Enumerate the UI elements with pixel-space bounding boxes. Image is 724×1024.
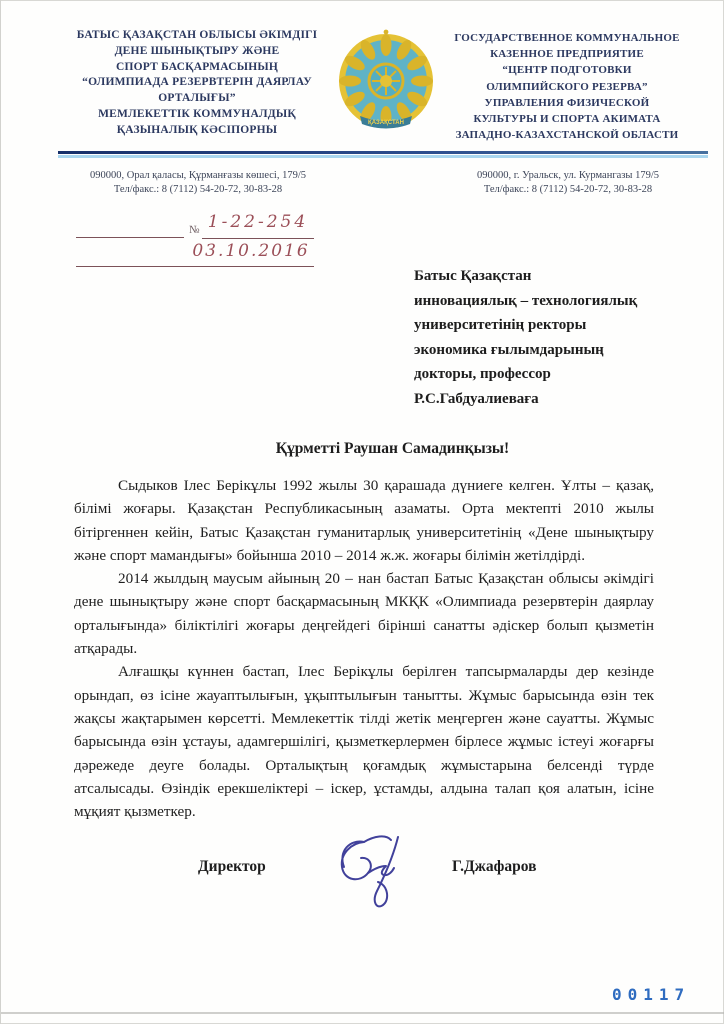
org-name-russian — [424, 30, 710, 143]
org-name-russian-line: ОЛИМПИЙСКОГО РЕЗЕРВА” — [486, 80, 648, 93]
body-paragraph: Сыдыков Ілес Берікұлы 1992 жылы 30 қарашада дүниеге келген. Ұлты – қазақ, білімі жоғары. Қазақстан Республикасының азаматы. Орта мектепті 2010 жылы бітіргеннен кейін, Батыс Қазақстан гуманитарлық университетінің «Дене шынықтыру және спорт мамандығы» бойынша 2010 – 2014 ж.ж. жоғары білімін жетілдірді. — [74, 477, 654, 564]
org-name-russian-line: ЗАПАДНО-КАЗАХСТАНСКОЙ ОБЛАСТИ — [455, 129, 679, 142]
letterhead-divider — [58, 151, 708, 158]
handwritten-signature — [328, 833, 432, 913]
org-name-russian-line: ГОСУДАРСТВЕННОЕ КОММУНАЛЬНОЕ — [454, 32, 680, 44]
recipient-line: докторы, профессор — [414, 366, 551, 382]
address-russian — [430, 169, 706, 197]
scan-edge-left — [0, 0, 1, 1024]
org-name-kazakh-line: СПОРТ БАСҚАРМАСЫНЫҢ — [115, 60, 278, 73]
number-sign: № — [189, 224, 200, 236]
address-russian-line: 090000, г. Уральск, ул. Курмангазы 179/5 — [476, 170, 660, 181]
recipient-line: инновациялық – технологиялық — [414, 292, 638, 309]
org-name-russian-line: “ЦЕНТР ПОДГОТОВКИ — [502, 64, 632, 77]
org-name-kazakh-line: ҚАЗЫНАЛЫҚ КӘСІПОРНЫ — [116, 123, 278, 136]
handwritten-date: 03.10.2016 — [192, 241, 310, 261]
body-paragraph: 2014 жылдың маусым айының 20 – нан бастап Батыс Қазақстан облысы әкімдігі дене шынықтыру және спорт басқармасының МКҚК «Олимпиада резервтерін даярлау орталығында» біліктілігі жоғары деңгейдегі бірінші санатты әдіскер болып қызметін атқарады. — [74, 570, 654, 658]
org-name-kazakh-line: “ОЛИМПИАДА РЕЗЕРВТЕРІН ДАЯРЛАУ — [82, 76, 312, 89]
org-name-kazakh-line: БАТЫС ҚАЗАҚСТАН ОБЛЫСЫ ӘКІМДІГІ — [76, 29, 318, 41]
body-paragraph: Алғашқы күннен бастап, Ілес Берікұлы берілген тапсырмаларды дер кезінде орындап, өз ісіне жауаптылығын, ұқыптылығын танытты. Жұмыс барысында өзін тек жақсы жақтарымен көрсетті. Мемлекеттік тілді жетік меңгерген және сауатты. Жұмыс барысында өзін ұстауы, адамгершілігі, қызметкерлермен бірлесе жұмыс істеуі жоғарғы дәрежеде деуге болады. Орталықтың қоғамдық жұмыстарына белсенді түрде атсалысады. Өзіндік ерекшеліктері – іскер, ұстамды, алдына талап қоя алатын, ісіне мұқият қызметкер. — [74, 663, 654, 821]
recipient-line: Батыс Қазақстан — [414, 268, 532, 284]
emblem-label: ҚАЗАҚСТАН — [368, 120, 404, 126]
address-kazakh-line: Тел/факс.: 8 (7112) 54-20-72, 30-83-28 — [113, 184, 283, 195]
address-kazakh — [62, 169, 334, 197]
salutation: Құрметті Раушан Самадинқызы! — [275, 440, 510, 457]
divider-light-rule — [58, 155, 708, 158]
scan-edge-bottom — [0, 1012, 724, 1014]
recipient-line: Р.С.Габдуалиеваға — [414, 390, 539, 407]
reference-number-underline — [202, 238, 314, 239]
org-name-kazakh-line: МЕМЛЕКЕТТІК КОММУНАЛДЫҚ — [98, 107, 296, 120]
reference-date-underline — [76, 266, 314, 267]
recipient-line: экономика ғылымдарының — [414, 341, 604, 358]
signer-title: Директор — [198, 858, 266, 875]
kazakhstan-emblem-icon — [336, 26, 436, 132]
reference-blank-line — [76, 237, 184, 238]
org-name-kazakh-line: ОРТАЛЫҒЫ” — [158, 92, 236, 105]
recipient-block — [414, 264, 689, 411]
org-name-russian-line: УПРАВЛЕНИЯ ФИЗИЧЕСКОЙ — [484, 96, 650, 109]
signer-name: Г.Джафаров — [452, 858, 537, 875]
divider-dark-rule — [58, 151, 708, 154]
handwritten-outgoing-number: 1-22-254 — [207, 212, 309, 232]
org-name-kazakh — [56, 28, 338, 139]
org-name-russian-line: КУЛЬТУРЫ И СПОРТА АКИМАТА — [473, 113, 661, 126]
address-kazakh-line: 090000, Орал қаласы, Құрманғазы көшесі, 179/5 — [89, 170, 306, 181]
letter-body — [74, 474, 654, 823]
org-name-russian-line: КАЗЕННОЕ ПРЕДПРИЯТИЕ — [490, 48, 644, 61]
address-russian-line: Тел/факс.: 8 (7112) 54-20-72, 30-83-28 — [483, 184, 653, 195]
document-numerator-stamp: 00117 — [612, 985, 691, 1004]
recipient-line: университетінің ректоры — [414, 317, 587, 333]
org-name-kazakh-line: ДЕНЕ ШЫНЫҚТЫРУ ЖӘНЕ — [114, 44, 280, 57]
